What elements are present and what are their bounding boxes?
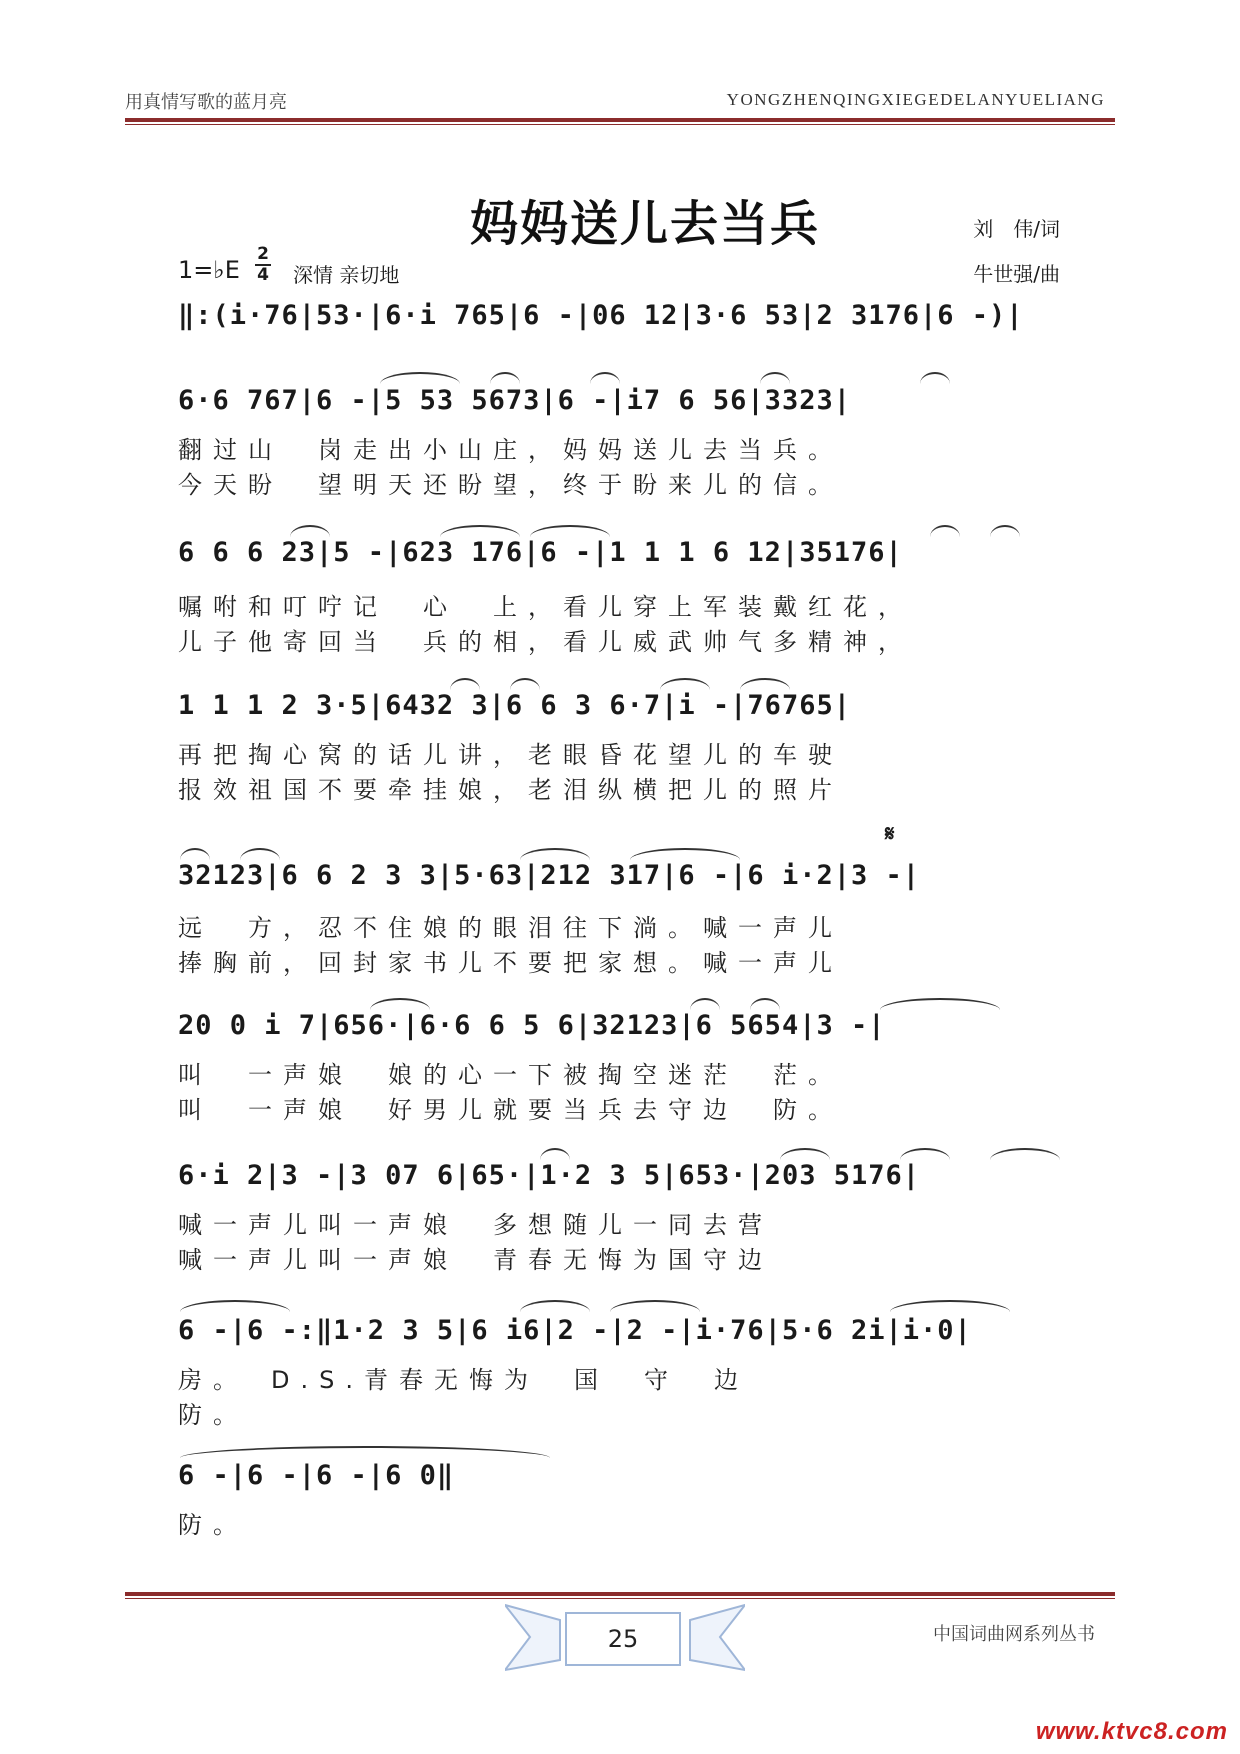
- slur-mark: [450, 678, 480, 690]
- score-row-2-lyrics-verse-1: 嘱咐和叮咛记 心 上，看儿穿上军装戴红花，: [178, 593, 913, 621]
- site-watermark: www.ktvc8.com: [1035, 1718, 1228, 1745]
- score-row-8-notes: 6 -|6 -|6 -|6 0‖: [178, 1460, 455, 1491]
- slur-mark: [750, 998, 780, 1010]
- slur-mark: [660, 678, 710, 690]
- slur-mark: [440, 525, 520, 537]
- time-signature-bottom: 4: [257, 265, 269, 285]
- slur-mark: [610, 1300, 700, 1312]
- page-number: 25: [565, 1612, 681, 1666]
- slur-mark: [930, 525, 960, 537]
- header-right-title: YONGZHENQINGXIEGEDELANYUELIANG: [726, 90, 1105, 109]
- score-row-2-lyrics-verse-2: 儿子他寄回当 兵的相，看儿威武帅气多精神，: [178, 628, 913, 656]
- slur-mark: [530, 525, 610, 537]
- slur-mark: [520, 848, 590, 860]
- score-row-7-lyrics-verse-1: 房。 D.S.青春无悔为 国 守 边: [178, 1366, 749, 1394]
- composer-credit: 牛世强/曲: [973, 262, 1060, 286]
- slur-mark: [990, 1148, 1060, 1160]
- song-title: 妈妈送儿去当兵: [469, 196, 820, 252]
- time-signature: [255, 246, 271, 284]
- slur-mark: [990, 525, 1020, 537]
- slur-mark: [890, 1300, 1010, 1312]
- slur-mark: [690, 998, 720, 1010]
- slur-mark: [510, 678, 540, 690]
- slur-mark: [630, 848, 740, 860]
- slur-mark: [590, 372, 620, 384]
- score-row-4-lyrics-verse-1: 远 方，忍不住娘的眼泪往下淌。喊一声儿: [178, 914, 843, 942]
- score-row-6-notes: 6·i 2|3 -|3 07 6|65·|1·2 3 5|653·|203 5176|: [178, 1160, 920, 1191]
- score-row-5-notes: 20 0 i 7|656·|6·6 6 5 6|32123|6 5654|3 -|: [178, 1010, 886, 1041]
- slur-mark: [540, 1148, 570, 1160]
- slur-mark: [780, 1148, 830, 1160]
- key-signature: 1=♭E: [178, 256, 240, 284]
- slur-mark: [180, 848, 210, 860]
- header-left-title: 用真情写歌的蓝月亮: [125, 92, 287, 113]
- score-row-1-lyrics-verse-1: 翻过山 岗走出小山庄，妈妈送儿去当兵。: [178, 436, 843, 464]
- score-row-5-lyrics-verse-2: 叫 一声娘 好男儿就要当兵去守边 防。: [178, 1096, 843, 1124]
- score-row-6-lyrics-verse-2: 喊一声儿叫一声娘 青春无悔为国守边: [178, 1246, 773, 1274]
- score-row-8-lyrics-verse-1: 防。: [178, 1511, 248, 1539]
- slur-mark: [180, 1446, 550, 1458]
- slur-mark: [370, 998, 430, 1010]
- score-row-6-lyrics-verse-1: 喊一声儿叫一声娘 多想随儿一同去营: [178, 1211, 773, 1239]
- score-row-3-notes: 1 1 1 2 3·5|6432 3|6 6 3 6·7|i -|76765|: [178, 690, 851, 721]
- slur-mark: [490, 372, 520, 384]
- slur-mark: [740, 678, 790, 690]
- slur-mark: [290, 525, 330, 537]
- score-row-7-lyrics-verse-2: 防。: [178, 1401, 248, 1429]
- score-row-3-lyrics-verse-2: 报效祖国不要牵挂娘，老泪纵横把儿的照片: [178, 776, 843, 804]
- score-row-3-lyrics-verse-1: 再把掏心窝的话儿讲，老眼昏花望儿的车驶: [178, 741, 843, 769]
- slur-mark: [760, 372, 790, 384]
- slur-mark: [520, 1300, 590, 1312]
- score-row-7-notes: 6 -|6 -:‖1·2 3 5|6 i6|2 -|2 -|i·76|5·6 2i|i·0|: [178, 1315, 972, 1346]
- slur-mark: [900, 1148, 950, 1160]
- footer-series-title: 中国词曲网系列丛书: [933, 1624, 1095, 1645]
- score-row-5-lyrics-verse-1: 叫 一声娘 娘的心一下被掏空迷茫 茫。: [178, 1061, 843, 1089]
- slur-mark: [240, 848, 280, 860]
- score-row-2-notes: 6 6 6 23|5 -|623 176|6 -|1 1 1 6 12|35176|: [178, 537, 903, 568]
- slur-mark: [380, 372, 460, 384]
- time-signature-top: 2: [257, 244, 269, 264]
- score-intro-notes: ‖:(i·76|53·|6·i 765|6 -|06 12|3·6 53|2 3176|6 -)|: [178, 300, 1024, 331]
- slur-mark: [880, 998, 1000, 1010]
- score-row-4-lyrics-verse-2: 捧胸前，回封家书儿不要把家想。喊一声儿: [178, 949, 843, 977]
- slur-mark: [920, 372, 950, 384]
- score-row-1-notes: 6·6 767|6 -|5 53 5673|6 -|i7 6 56|3323|: [178, 385, 851, 416]
- segno-sign: 𝄋: [885, 822, 895, 847]
- lyricist-credit: 刘 伟/词: [973, 217, 1060, 241]
- slur-mark: [180, 1300, 290, 1312]
- score-row-1-lyrics-verse-2: 今天盼 望明天还盼望，终于盼来儿的信。: [178, 471, 843, 499]
- tempo-marking: 深情 亲切地: [293, 263, 400, 287]
- header-divider: [125, 118, 1115, 125]
- score-row-4-notes: 32123|6 6 2 3 3|5·63|212 317|6 -|6 i·2|3 -|: [178, 860, 920, 891]
